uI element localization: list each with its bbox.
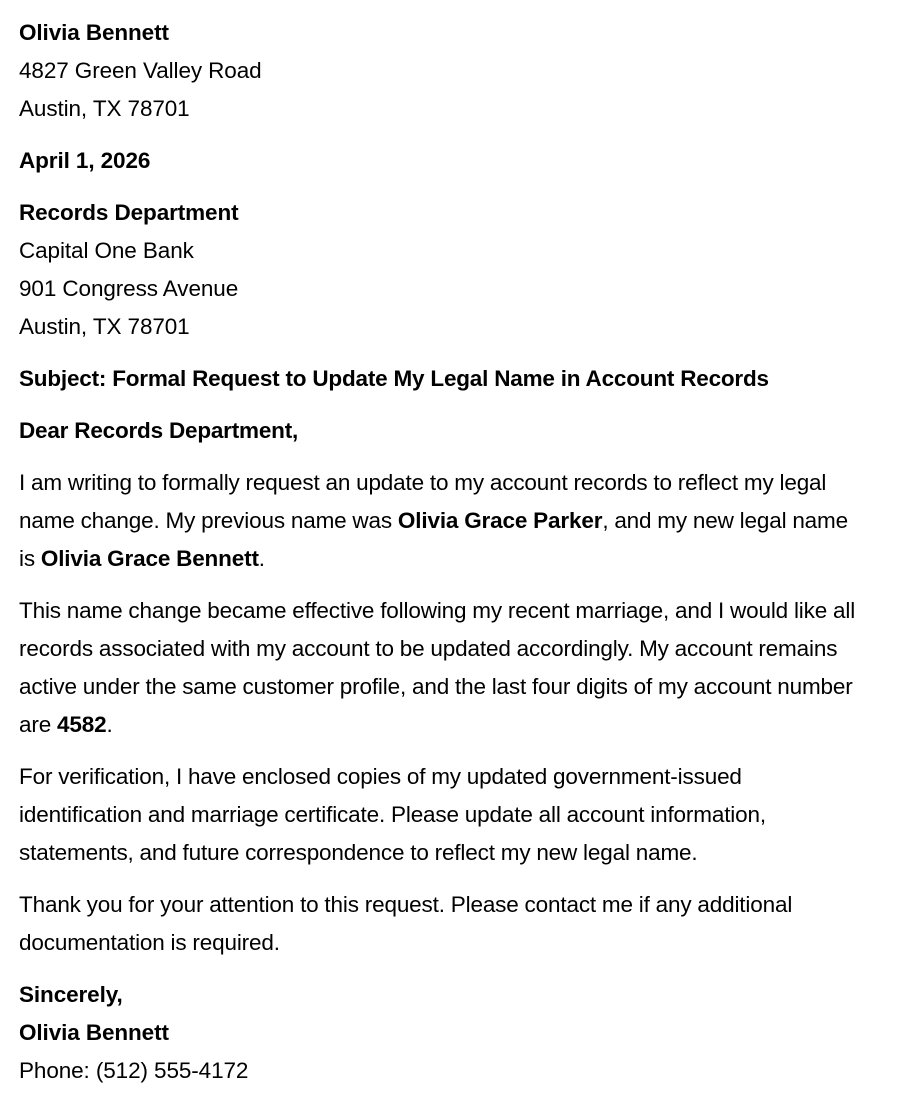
date-block bbox=[19, 142, 860, 180]
recipient-city-state-zip: Austin, TX 78701 bbox=[19, 314, 190, 339]
valediction: Sincerely, bbox=[19, 982, 123, 1007]
p2-account-digits: 4582 bbox=[56, 712, 107, 737]
p1-new-name: Olivia Grace Bennett bbox=[40, 546, 259, 571]
sender-address-block bbox=[19, 14, 860, 128]
contact-phone: Phone: (512) 555-4172 bbox=[19, 1058, 249, 1083]
recipient-department: Records Department bbox=[19, 200, 239, 225]
sender-city-state-zip: Austin, TX 78701 bbox=[19, 96, 190, 121]
signature-name: Olivia Bennett bbox=[19, 1020, 169, 1045]
sender-name: Olivia Bennett bbox=[19, 20, 169, 45]
p1-segment-2: , and my new legal name is bbox=[19, 508, 848, 571]
salutation: Dear Records Department, bbox=[19, 418, 299, 443]
p1-previous-name: Olivia Grace Parker bbox=[397, 508, 603, 533]
body-paragraph-1 bbox=[19, 464, 860, 578]
recipient-street: 901 Congress Avenue bbox=[19, 276, 239, 301]
letter-date: April 1, 2026 bbox=[19, 148, 151, 173]
p1-segment-1: I am writing to formally request an update to my account records to reflect my legal name change. My previous name was bbox=[19, 470, 827, 533]
p2-segment-1: This name change became effective following my recent marriage, and I would like all records associated with my account to be updated accordingly. My account remains active under the same customer profile, and the last four digits of my account number are bbox=[19, 598, 856, 737]
recipient-address-block bbox=[19, 194, 860, 346]
p2-segment-2: . bbox=[106, 712, 113, 737]
recipient-organization: Capital One Bank bbox=[19, 238, 194, 263]
body-paragraph-2 bbox=[19, 592, 860, 744]
body-paragraph-4: Thank you for your attention to this request. Please contact me if any additional documentation is required. bbox=[19, 892, 793, 955]
closing-block bbox=[19, 976, 860, 1090]
subject-line: Subject: Formal Request to Update My Legal Name in Account Records bbox=[19, 366, 769, 391]
p1-segment-3: . bbox=[258, 546, 265, 571]
body-paragraph-3: For verification, I have enclosed copies of my updated government-issued identification and marriage certificate. Please update all account information, statements, and future correspondence to reflect my new legal name. bbox=[19, 764, 766, 865]
sender-street: 4827 Green Valley Road bbox=[19, 58, 262, 83]
